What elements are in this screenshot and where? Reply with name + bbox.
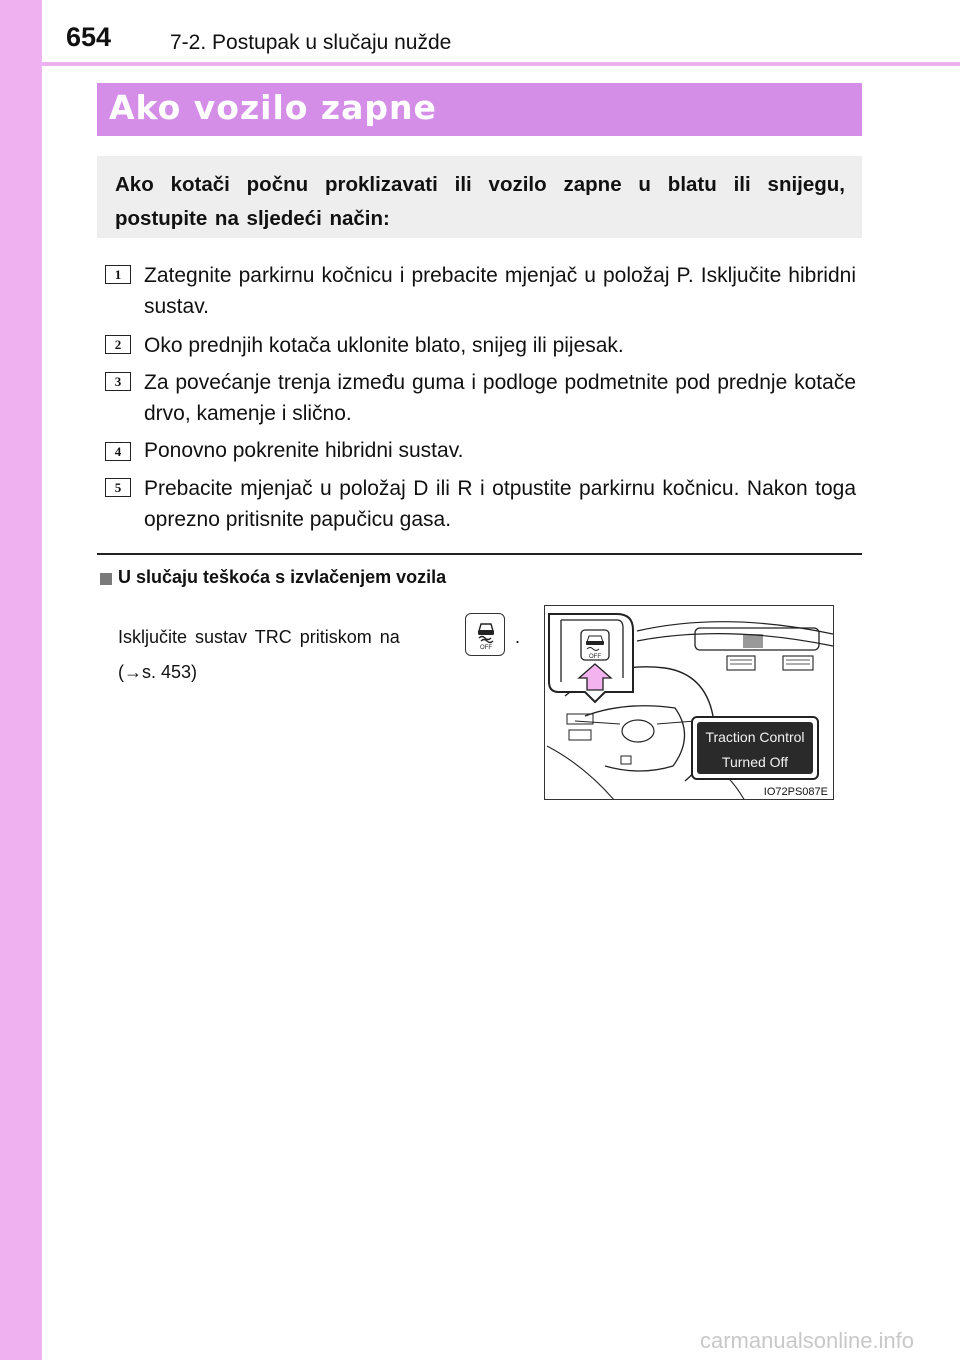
trc-display-panel <box>691 716 819 780</box>
step-text: Ponovno pokrenite hibridni sustav. <box>144 439 464 462</box>
callout-off-label: OFF <box>589 654 601 660</box>
watermark: carmanualsonline.info <box>700 1328 915 1353</box>
step-text: Zategnite parkirnu kočnicu i prebacite mjenjač u položaj P. Isključite hibridni sustav. <box>144 264 856 318</box>
page-reference: (→s. 453) <box>118 662 198 682</box>
step-number: 2 <box>105 335 131 354</box>
subsection-body: Isključite sustav TRC pritiskom na <box>118 627 400 647</box>
dashboard-illustration <box>544 605 834 800</box>
step-number: 4 <box>105 442 131 461</box>
illustration-code: IO72PS087E <box>763 786 828 798</box>
subsection-heading: U slučaju teškoća s izvlačenjem vozila <box>118 567 447 587</box>
trc-off-button-icon <box>465 613 505 656</box>
body-period: . <box>515 627 521 647</box>
section-header: 7-2. Postupak u slučaju nužde <box>170 31 452 54</box>
intro-text: Ako kotači počnu proklizavati ili vozilo zapne u blatu ili snijegu, postupite na sljedeći način: <box>115 173 845 230</box>
step-number: 5 <box>105 478 131 497</box>
page-title: Ako vozilo zapne <box>109 88 437 127</box>
section-divider <box>97 553 862 555</box>
trc-display-line1: Traction Control <box>705 729 805 745</box>
page-number: 654 <box>66 22 112 52</box>
bullet-square-icon <box>100 573 112 585</box>
step-number: 1 <box>105 265 131 284</box>
off-label: OFF <box>480 645 492 650</box>
step-text: Prebacite mjenjač u položaj D ili R i otpustite parkirnu kočnicu. Nakon toga oprezno pritisnite papučicu gasa. <box>144 477 856 531</box>
trc-display-line2: Turned Off <box>721 754 789 770</box>
step-text: Oko prednjih kotača uklonite blato, snijeg ili pijesak. <box>144 334 624 357</box>
step-text: Za povećanje trenja između guma i podloge podmetnite pod prednje kotače drvo, kamenje i slično. <box>144 371 856 425</box>
step-number: 3 <box>105 372 131 391</box>
intro-box <box>97 156 862 238</box>
side-tab-strip <box>0 0 42 1360</box>
header-rule <box>42 62 960 66</box>
title-bar <box>97 83 862 136</box>
